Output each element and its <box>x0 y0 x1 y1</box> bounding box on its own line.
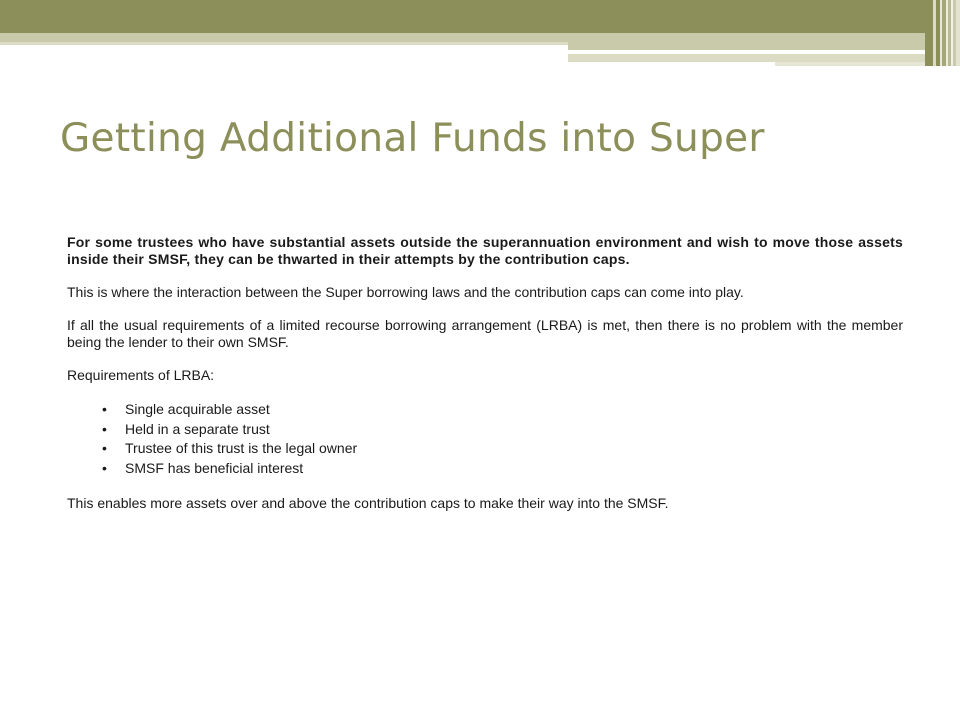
list-item <box>102 420 903 440</box>
bullet-icon: • <box>102 459 107 476</box>
list-item-text: Held in a separate trust <box>125 420 270 437</box>
header-band-light <box>0 33 925 42</box>
requirements-list <box>67 400 903 478</box>
bullet-icon: • <box>102 401 107 417</box>
list-item-text: SMSF has beneficial interest <box>125 459 304 476</box>
list-item <box>102 459 903 479</box>
stripe <box>956 0 960 66</box>
header-band-dark <box>0 0 925 33</box>
header-band-step <box>568 42 925 50</box>
header-decoration <box>0 0 960 70</box>
list-item-text: Single acquirable asset <box>125 401 270 417</box>
header-vertical-stripes <box>925 0 960 66</box>
header-band-step <box>775 62 925 66</box>
list-item-text: Trustee of this trust is the legal owner <box>125 440 358 456</box>
body-paragraph: This is where the interaction between the Super borrowing laws and the contribution caps can come into play. <box>67 284 744 300</box>
header-band-pale <box>0 42 570 45</box>
intro-paragraph: For some trustees who have substantial assets outside the superannuation environment and wish to move those assets inside their SMSF, they can be thwarted in their attempts by the contribution caps. <box>67 234 903 267</box>
list-item <box>102 439 903 459</box>
header-band-step <box>568 54 925 62</box>
bullet-icon: • <box>102 440 107 456</box>
body-paragraph: If all the usual requirements of a limited recourse borrowing arrangement (LRBA) is met, then there is no problem with the member being the lender to their own SMSF. <box>67 317 903 350</box>
slide-title: Getting Additional Funds into Super <box>60 116 765 161</box>
bullet-icon: • <box>102 420 107 437</box>
requirements-heading: Requirements of LRBA: <box>67 367 215 383</box>
stripe <box>925 0 933 66</box>
list-item <box>102 400 903 420</box>
slide-body <box>67 234 903 528</box>
closing-paragraph: This enables more assets over and above the contribution caps to make their way into the SMSF. <box>67 495 669 511</box>
